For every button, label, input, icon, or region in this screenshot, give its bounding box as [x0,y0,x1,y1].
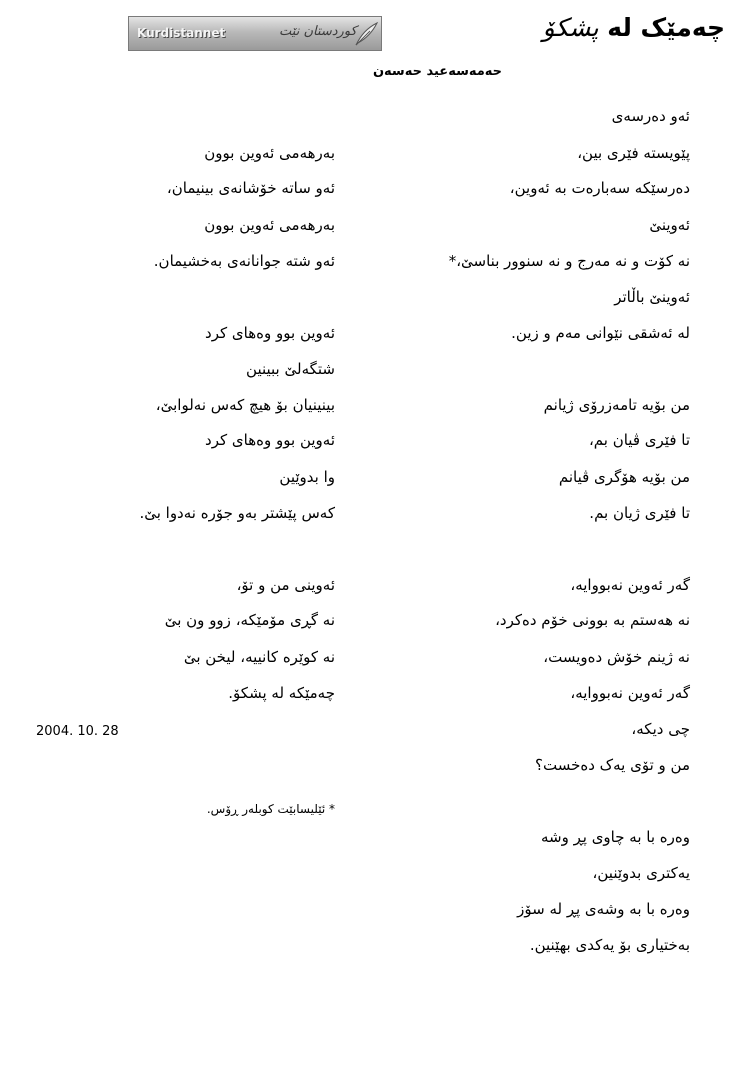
poem-line: ئەوینی من و تۆ، [236,576,335,594]
poem-line: ئەوینێ باڵاتر [614,288,690,306]
feather-pen-icon [353,21,379,47]
author-name: حەمەسەعید حەسەن [372,64,503,79]
logo-latin-text: Kurdistannet [137,26,226,40]
poem-line: چەمێکە لە پشکۆ. [228,684,335,702]
poem-line: لە ئەشقی نێوانی مەم و زین. [511,324,690,342]
footnote: * ئێلیسابێت کوبلەر ڕۆس. [206,802,335,816]
poem-date: 2004. 10. 28 [36,724,119,739]
poem-line: پێویستە فێری بین، [577,144,690,162]
poem-line: ئەوین بوو وەهای کرد [205,431,335,449]
poem-line: ئەو دەرسەی [611,107,690,125]
poem-line: بەختیاری بۆ یەکدی بهێنین. [529,936,690,954]
poem-line: نە گڕی مۆمێکە، زوو ون بێ [164,611,335,629]
poem-line: نە کۆت و نە مەرج و نە سنوور بناسێ،* [448,252,690,270]
poem-line: ئەوینێ [649,216,690,234]
poem-line: نە کوێرە کانییە، لیخن بێ [183,648,335,666]
poem-line: بەرهەمی ئەوین بوون [204,216,335,234]
poem-line: وەرە با بە وشەی پڕ لە سۆز [517,900,690,918]
site-logo [128,16,382,51]
poem-line: ئەوین بوو وەهای کرد [205,324,335,342]
poem-line: بینینیان بۆ هیچ کەس نەلوابێ، [155,396,335,414]
poem-line: وا بدوێین [279,468,335,486]
poem-line: دەرسێکە سەبارەت بە ئەوین، [509,179,690,197]
poem-line: گەر ئەوین نەبووایە، [570,684,690,702]
title-emphasis: پشکۆ [542,13,599,42]
poem-line: تا فێری ژیان بم. [589,504,690,522]
title-main: چەمێک لە [607,13,725,42]
poem-line: یەکتری بدوێنین، [592,864,690,882]
page-title [495,8,725,48]
poem-line: ئەو ساتە خۆشانەی بینیمان، [166,179,335,197]
poem-line: بەرهەمی ئەوین بوون [204,144,335,162]
poem-line: من بۆیە هۆگری ڤیانم [558,468,690,486]
poem-line: من بۆیە تامەزرۆی ژیانم [543,396,690,414]
poem-line: چی دیکە، [631,720,690,738]
poem-line: گەر ئەوین نەبووایە، [570,576,690,594]
poem-line: شتگەلێ ببینین [246,360,335,378]
poem-line: من و تۆی یەک دەخست؟ [535,756,690,774]
poem-line: کەس پێشتر بەو جۆرە نەدوا بێ. [139,504,335,522]
poem-line: نە ژینم خۆش دەویست، [543,648,690,666]
poem-line: تا فێری ڤیان بم، [588,431,690,449]
poem-line: ئەو شتە جوانانەی بەخشیمان. [153,252,335,270]
poem-line: نە هەستم بە بوونی خۆم دەکرد، [495,611,690,629]
logo-kurdish-text: کوردستان نێت [279,24,357,39]
poem-line: وەرە با بە چاوی پڕ وشە [540,828,690,846]
